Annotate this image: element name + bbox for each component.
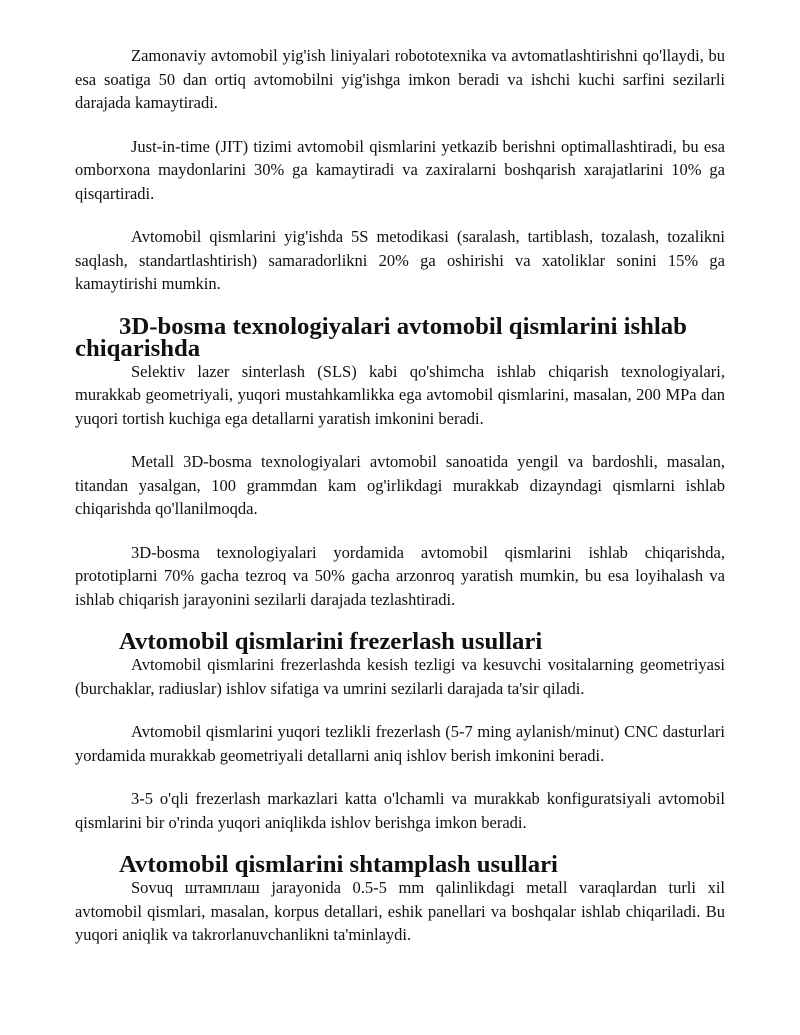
paragraph-cold-stamping: Sovuq штамплаш jarayonida 0.5-5 mm qalinlikdagi metall varaqlardan turli xil avtomobil qismlari, masalan, korpus detallari, eshik panellari va boshqalar ishlab chiqariladi. Bu yuqori aniqlik va takrorlanuvchanlikni ta'minlaydi. — [75, 878, 725, 944]
paragraph-5s-method: Avtomobil qismlarini yig'ishda 5S metodikasi (saralash, tartiblash, tozalash, tozalikni saqlash, standartlashtirish) samaradorlikni 20% ga oshirishi va xatoliklar sonini 15% ga kamaytirishi mumkin. — [75, 227, 725, 293]
document-page — [75, 44, 725, 947]
heading-3d-printing: 3D-bosma texnologiyalari avtomobil qismlarini ishlab chiqarishda — [75, 312, 687, 362]
paragraph-multi-axis: 3-5 o'qli frezerlash markazlari katta o'lchamli va murakkab konfiguratsiyali avtomobil qismlarini bir o'rinda yuqori aniqlikda ishlov berishga imkon beradi. — [75, 789, 725, 832]
paragraph-3d-prototypes: 3D-bosma texnologiyalari yordamida avtomobil qismlarini ishlab chiqarishda, prototiplarni 70% gacha tezroq va 50% gacha arzonroq yaratish mumkin, bu esa loyihalash va ishlab chiqarish jarayonini sezilarli darajada tezlashtiradi. — [75, 542, 725, 609]
heading-milling: Avtomobil qismlarini frezerlash usullari — [119, 628, 543, 655]
paragraph-milling-speed: Avtomobil qismlarini frezerlashda kesish tezligi va kesuvchi vositalarning geometriyasi (burchaklar, radiuslar) ishlov sifatiga va umrini sezilarli darajada ta'sir qiladi. — [75, 655, 725, 698]
paragraph-metal-3d: Metall 3D-bosma texnologiyalari avtomobil sanoatida yengil va bardoshli, masalan, titandan yasalgan, 100 grammdan kam og'irlikdagi murakkab dizayndagi qismlarni ishlab chiqarishda qo'llanilmoqda. — [75, 452, 725, 518]
paragraph-sls: Selektiv lazer sinterlash (SLS) kabi qo'shimcha ishlab chiqarish texnologiyalari, murakkab geometriyali, yuqori mustahkamlikka ega avtomobil qismlarini, masalan, 200 MPa dan yuqori tortish kuchiga ega detallarni yaratish imkonini beradi. — [75, 361, 725, 428]
paragraph-assembly-robotics: Zamonaviy avtomobil yig'ish liniyalari robototexnika va avtomatlashtirishni qo'llaydi, bu esa soatiga 50 dan ortiq avtomobilni yig'ishga imkon beradi va ishchi kuchi sarfini sezilarli darajada kamaytiradi. — [75, 46, 725, 112]
paragraph-jit-system: Just-in-time (JIT) tizimi avtomobil qismlarini yetkazib berishni optimallashtiradi, bu esa omborxona maydonlarini 30% ga kamaytiradi va zaxiralarni boshqarish xarajatlarini 10% ga qisqartiradi. — [75, 136, 725, 203]
paragraph-high-speed-milling: Avtomobil qismlarini yuqori tezlikli frezerlash (5-7 ming aylanish/minut) CNC dasturlari yordamida murakkab geometriyali detallarni aniq ishlov berish imkonini beradi. — [75, 722, 725, 765]
heading-stamping: Avtomobil qismlarini shtamplash usullari — [119, 851, 558, 878]
